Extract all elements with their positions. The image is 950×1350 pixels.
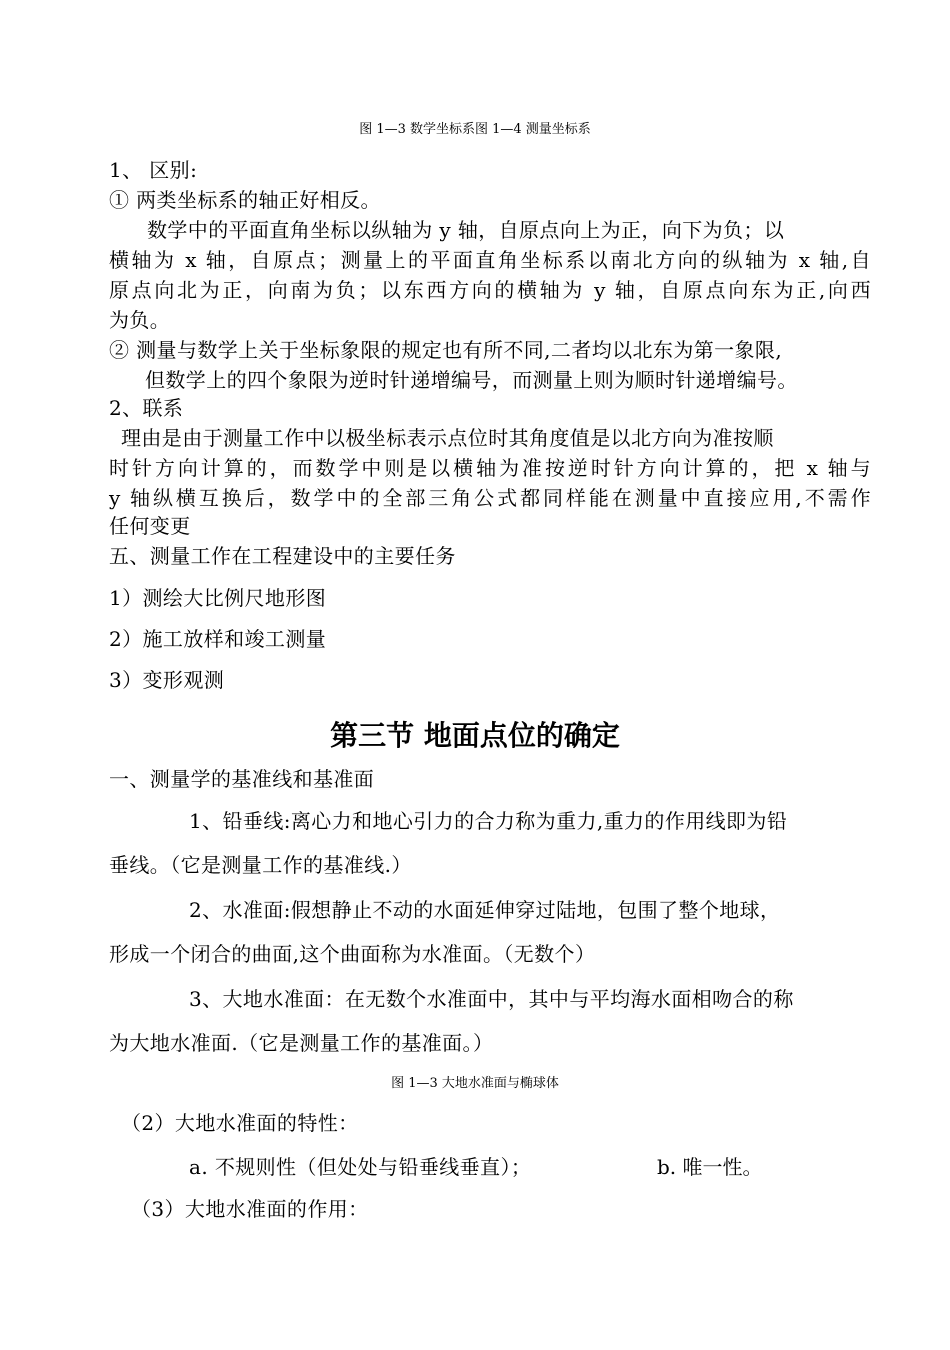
section-title-main-tasks: 五、测量工作在工程建设中的主要任务 xyxy=(109,544,456,568)
definition-plumb-line-line-2: 垂线。（它是测量工作的基准线.） xyxy=(109,853,412,877)
section-title-difference: 1、 区别: xyxy=(109,158,198,182)
task-item-1: 1）测绘大比例尺地形图 xyxy=(109,586,327,610)
figure-caption-geoid-ellipsoid: 图 1—3 大地水准面与椭球体 xyxy=(391,1076,559,1091)
geoid-role-title: （3）大地水准面的作用： xyxy=(131,1197,369,1221)
relation-paragraph-line-1: 理由是由于测量工作中以极坐标表示点位时其角度值是以北方向为准按顺 xyxy=(121,426,774,450)
geoid-properties-title: （2）大地水准面的特性： xyxy=(121,1111,359,1135)
definition-plumb-line-line-1: 1、铅垂线:离心力和地心引力的合力称为重力,重力的作用线即为铅 xyxy=(189,809,788,833)
geoid-property-b: b. 唯一性。 xyxy=(657,1155,763,1179)
task-item-3: 3）变形观测 xyxy=(109,668,225,692)
relation-paragraph-line-3: y 轴纵横互换后，数学中的全部三角公式都同样能在测量中直接应用,不需作 xyxy=(109,486,871,510)
difference-item-2-line-1: ② 测量与数学上关于坐标象限的规定也有所不同,二者均以北东为第一象限, xyxy=(109,338,783,362)
difference-paragraph-line-3: 原点向北为正，向南为负；以东西方向的横轴为 y 轴，自原点向东为正,向西 xyxy=(109,278,871,302)
figure-caption-coordinate-systems: 图 1—3 数学坐标系图 1—4 测量坐标系 xyxy=(359,122,591,137)
definition-level-surface-line-2: 形成一个闭合的曲面,这个曲面称为水准面。（无数个） xyxy=(109,942,596,966)
section-title-relation: 2、联系 xyxy=(109,396,184,420)
definition-geoid-line-2: 为大地水准面.（它是测量工作的基准面。） xyxy=(109,1031,494,1055)
difference-paragraph-line-4: 为负。 xyxy=(109,308,171,332)
task-item-2: 2）施工放样和竣工测量 xyxy=(109,627,327,651)
difference-item-2-line-2: 但数学上的四个象限为逆时针递增编号，而测量上则为顺时针递增编号。 xyxy=(145,368,798,392)
definition-geoid-line-1: 3、大地水准面：在无数个水准面中，其中与平均海水面相吻合的称 xyxy=(189,987,794,1011)
difference-item-1: ① 两类坐标系的轴正好相反。 xyxy=(109,188,381,212)
chapter-heading: 第三节 地面点位的确定 xyxy=(330,719,620,752)
part-title-reference-line-surface: 一、测量学的基准线和基准面 xyxy=(109,767,375,791)
relation-paragraph-line-2: 时针方向计算的，而数学中则是以横轴为准按逆时针方向计算的，把 x 轴与 xyxy=(109,456,871,480)
difference-paragraph-line-1: 数学中的平面直角坐标以纵轴为 y 轴，自原点向上为正，向下为负；以 xyxy=(147,218,785,242)
definition-level-surface-line-1: 2、水准面:假想静止不动的水面延伸穿过陆地，包围了整个地球， xyxy=(189,898,781,922)
geoid-property-a: a. 不规则性（但处处与铅垂线垂直）； xyxy=(189,1155,532,1179)
difference-paragraph-line-2: 横轴为 x 轴，自原点；测量上的平面直角坐标系以南北方向的纵轴为 x 轴,自 xyxy=(109,248,871,272)
relation-paragraph-line-4: 任何变更 xyxy=(109,514,191,538)
